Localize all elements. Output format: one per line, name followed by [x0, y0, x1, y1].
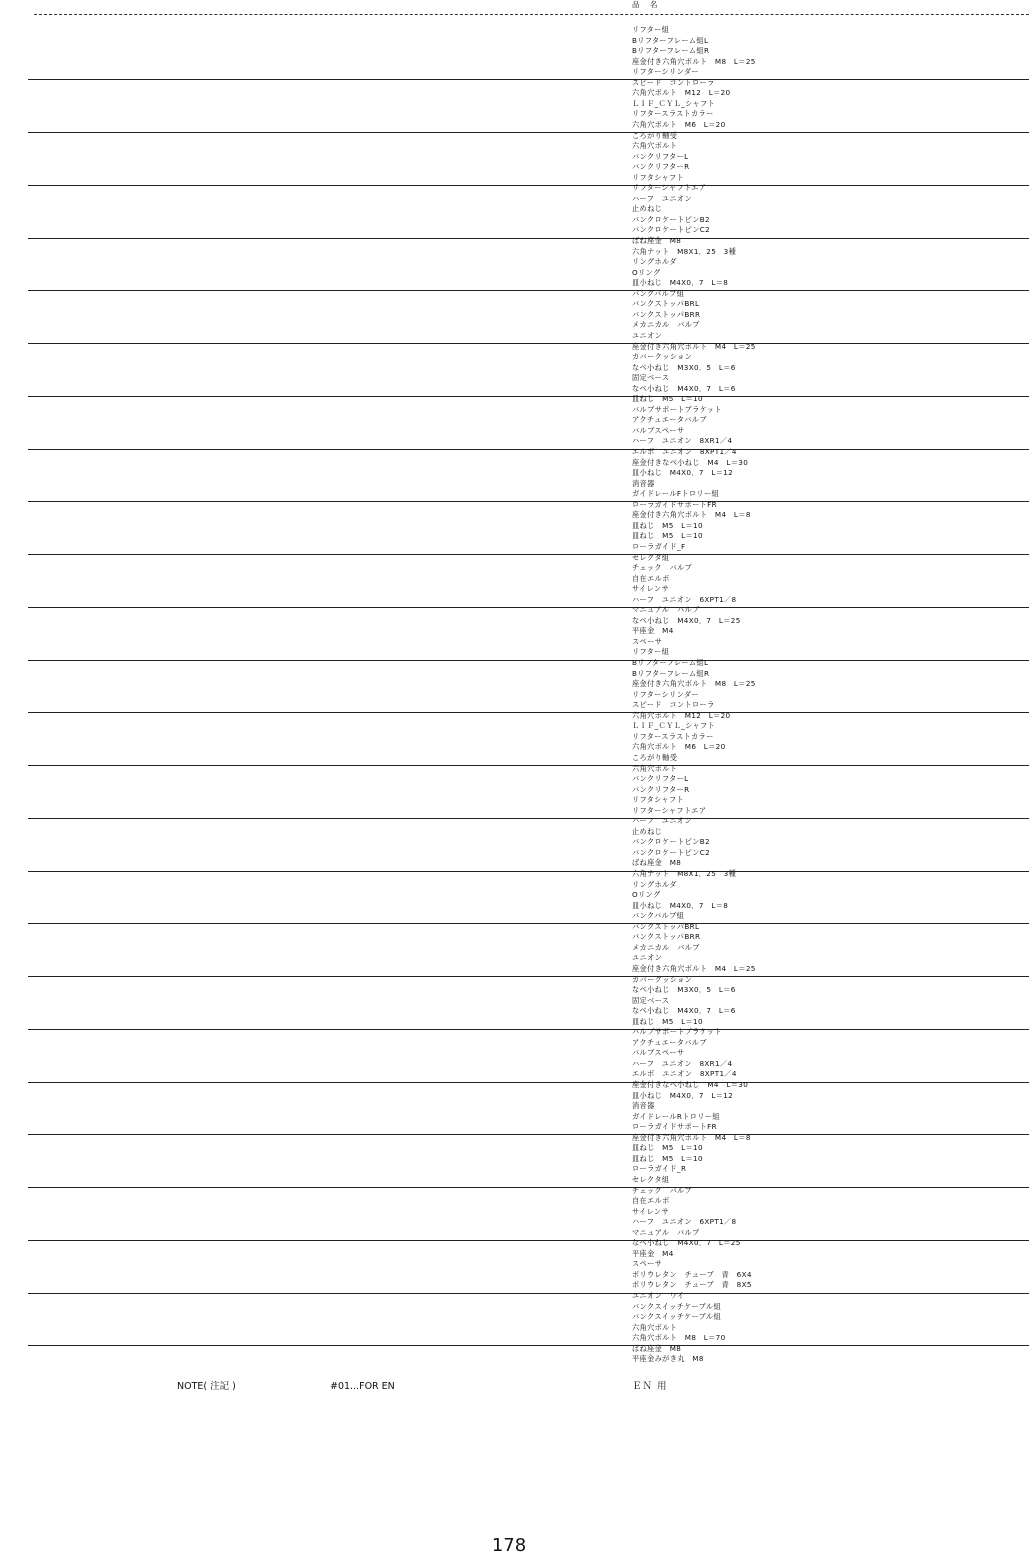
- part-name-item: マニュアル バルブ: [632, 1227, 700, 1237]
- part-name-item: 座金付き六角穴ボルト M4 L＝25: [632, 341, 756, 351]
- part-name-item: ガイドレールFトロリー組: [632, 489, 720, 499]
- row-separator: [28, 1029, 1029, 1030]
- part-name-item: 六角穴ボルト M12 L＝20: [632, 710, 731, 720]
- part-name-item: ポリウレタン チューブ 青 8X5: [632, 1280, 752, 1290]
- part-name-item: ハーフ ユニオン: [632, 193, 692, 203]
- part-name-item: Bリフターフレーム組L: [632, 35, 709, 45]
- note-label: NOTE( 注記 ): [177, 1381, 236, 1392]
- part-name-item: ユニオン: [632, 953, 663, 963]
- part-name-item: バンクバルブ組: [632, 911, 685, 921]
- part-name-item: ポリウレタン チューブ 青 6X4: [632, 1269, 752, 1279]
- part-name-item: スピード コントローラ: [632, 77, 715, 87]
- row-separator: [28, 607, 1029, 608]
- part-name-item: 六角ナット M8X1．25 3種: [632, 869, 737, 878]
- part-name-item: バンクバルブ組: [632, 288, 685, 298]
- part-name-item: 自在エルボ: [632, 573, 670, 583]
- part-name-item: 止めねじ: [632, 204, 663, 214]
- part-name-item: Bリフターフレーム組R: [632, 46, 710, 56]
- part-name-item: ローラガイドサポートFR: [632, 1122, 717, 1132]
- row-separator: [28, 871, 1029, 872]
- part-name-item: 消音器: [632, 478, 655, 488]
- part-name-item: ばね座金 M8: [632, 236, 682, 245]
- part-name-item: リフタシャフト: [632, 172, 685, 182]
- part-name-item: ユニオン: [632, 330, 663, 340]
- part-name-item: スペーサ: [632, 1259, 663, 1269]
- note-value: #01...FOR EN: [330, 1381, 395, 1392]
- part-name-item: ローラガイドサポートFR: [632, 499, 717, 509]
- part-name-item: 皿小ねじ M4X0．7 L＝8: [632, 278, 729, 288]
- part-name-item: サイレンサ: [632, 1206, 670, 1216]
- part-name-item: セレクタ組: [632, 1174, 670, 1184]
- row-separator: [28, 1134, 1029, 1135]
- part-name-item: Oリング: [632, 890, 661, 900]
- part-name-item: 座金付きなべ小ねじ M4 L＝30: [632, 1080, 749, 1089]
- part-name-item: 皿小ねじ M4X0．7 L＝12: [632, 468, 734, 478]
- part-name-item: 平座金 M4: [632, 1248, 674, 1258]
- part-name-item: なべ小ねじ M4X0．7 L＝6: [632, 1006, 736, 1016]
- part-name-item: 固定ベース: [632, 373, 670, 383]
- row-separator: [28, 238, 1029, 239]
- part-name-item: なべ小ねじ M4X0．7 L＝25: [632, 615, 741, 625]
- row-separator: [28, 132, 1029, 133]
- part-name-item: 平座金 M4: [632, 626, 674, 636]
- part-name-item: 平座金みがき丸 M8: [632, 1354, 704, 1364]
- part-name-item: Oリング: [632, 267, 661, 277]
- row-separator: [28, 1240, 1029, 1241]
- row-separator: [28, 1082, 1029, 1083]
- part-name-item: 皿小ねじ M4X0．7 L＝8: [632, 900, 729, 910]
- part-name-item: スピード コントローラ: [632, 700, 715, 710]
- row-separator: [28, 1345, 1029, 1346]
- part-name-item: なべ小ねじ M3X0．5 L＝6: [632, 362, 736, 372]
- part-name-item: バンクリフターR: [632, 784, 690, 794]
- part-name-item: バンクリフターL: [632, 774, 689, 784]
- part-name-item: ころがり軸受: [632, 130, 678, 140]
- part-name-item: 座金付き六角穴ボルト M4 L＝25: [632, 963, 756, 973]
- part-name-item: カバークッション: [632, 352, 693, 362]
- part-name-item: バンクスイッチケーブル組: [632, 1301, 722, 1311]
- row-separator: [28, 712, 1029, 713]
- row-separator: [28, 923, 1029, 924]
- part-name-item: ハーフ ユニオン 8XR1／4: [632, 436, 733, 446]
- part-name-item: バンクロケートピンB2: [632, 214, 710, 224]
- part-name-item: チェック バルブ: [632, 563, 693, 573]
- row-separator: [28, 501, 1029, 502]
- part-name-item: ガイドレールRトロリー組: [632, 1111, 720, 1121]
- part-name-item: Bリフターフレーム組R: [632, 668, 710, 678]
- part-name-item: 座金付き六角穴ボルト M4 L＝8: [632, 510, 751, 520]
- part-name-item: エルボ ユニオン 8XPT1／4: [632, 447, 737, 456]
- part-name-item: 六角穴ボルト: [632, 763, 678, 773]
- part-name-item: アクチュエータバルブ: [632, 1037, 707, 1047]
- row-separator: [28, 79, 1029, 80]
- part-name-item: マニュアル バルブ: [632, 605, 700, 615]
- part-name-item: Bリフターフレーム組L: [632, 658, 709, 667]
- part-name-item: 止めねじ: [632, 826, 663, 836]
- part-name-item: 六角穴ボルト M8 L＝70: [632, 1333, 726, 1343]
- row-separator: [28, 1187, 1029, 1188]
- part-name-item: リフターシャフトエア: [632, 805, 707, 815]
- part-name-item: 座金付き六角穴ボルト M4 L＝8: [632, 1132, 751, 1142]
- part-name-item: カバークッション: [632, 974, 693, 984]
- part-name-item: バンクストッパBRR: [632, 309, 701, 319]
- part-name-item: なべ小ねじ M4X0．7 L＝25: [632, 1238, 741, 1248]
- part-name-item: なべ小ねじ M3X0．5 L＝6: [632, 985, 736, 995]
- part-name-item: 座金付き六角穴ボルト M8 L＝25: [632, 56, 756, 66]
- part-name-item: バンクストッパBRR: [632, 932, 701, 942]
- part-name-item: アクチュエータバルブ: [632, 415, 707, 425]
- part-name-item: 皿ねじ M5 L＝10: [632, 394, 703, 404]
- part-name-item: 自在エルボ: [632, 1196, 670, 1206]
- part-name-item: ハーフ ユニオン: [632, 816, 692, 826]
- part-name-item: リフター組: [632, 647, 670, 657]
- part-name-item: リフタースラストカラー: [632, 731, 714, 741]
- part-name-item: 六角穴ボルト: [632, 1322, 678, 1332]
- part-name-item: メカニカル バルブ: [632, 942, 700, 952]
- row-separator: [28, 554, 1029, 555]
- row-separator: [28, 343, 1029, 344]
- part-name-item: なべ小ねじ M4X0．7 L＝6: [632, 383, 736, 393]
- part-name-item: 皿ねじ M5 L＝10: [632, 1153, 703, 1163]
- part-name-item: ばね座金 M8: [632, 858, 682, 868]
- part-name-item: ころがり軸受: [632, 752, 678, 762]
- row-separator: [28, 765, 1029, 766]
- part-name-item: ユニオン ワイ: [632, 1291, 685, 1300]
- part-name-item: スペーサ: [632, 636, 663, 646]
- part-name-item: リフター組: [632, 25, 670, 34]
- part-name-item: ＬＩＦ_ＣＹＬ_シャフト: [632, 98, 716, 108]
- row-separator: [28, 396, 1029, 397]
- part-name-item: バルブサポートブラケット: [632, 1027, 722, 1037]
- row-separator: [28, 185, 1029, 186]
- part-name-item: ＬＩＦ_ＣＹＬ_シャフト: [632, 721, 716, 731]
- part-name-item: セレクタ組: [632, 552, 670, 562]
- part-name-item: ハーフ ユニオン 8XR1／4: [632, 1058, 733, 1068]
- part-name-item: ハーフ ユニオン 6XPT1／8: [632, 594, 737, 604]
- column-header-part-name: 品 名: [632, 0, 662, 9]
- row-separator: [28, 818, 1029, 819]
- part-name-item: バンクストッパBRL: [632, 921, 700, 931]
- part-name-item: バンクリフターL: [632, 151, 689, 161]
- part-name-item: 六角穴ボルト M6 L＝20: [632, 742, 726, 752]
- part-name-item: 座金付き六角穴ボルト M8 L＝25: [632, 679, 756, 689]
- part-name-item: リフターシリンダー: [632, 689, 699, 699]
- part-name-item: 座金付きなべ小ねじ M4 L＝30: [632, 457, 749, 467]
- part-name-item: 六角穴ボルト: [632, 141, 678, 151]
- part-name-item: ローラガイド_R: [632, 1164, 687, 1174]
- part-name-item: ローラガイド_F: [632, 541, 686, 551]
- part-name-item: 皿ねじ M5 L＝10: [632, 1016, 703, 1026]
- part-name-item: リフタースラストカラー: [632, 109, 714, 119]
- part-name-item: バルブサポートブラケット: [632, 404, 722, 414]
- part-name-item: 固定ベース: [632, 995, 670, 1005]
- part-name-item: リフターシリンダー: [632, 67, 699, 77]
- part-name-item: 六角穴ボルト M12 L＝20: [632, 88, 731, 98]
- part-name-item: メカニカル バルブ: [632, 320, 700, 330]
- part-name-item: 六角穴ボルト M6 L＝20: [632, 119, 726, 129]
- part-name-item: 皿ねじ M5 L＝10: [632, 531, 703, 541]
- part-name-item: バンクロケートピンB2: [632, 837, 710, 847]
- part-name-item: 皿ねじ M5 L＝10: [632, 1143, 703, 1153]
- part-name-item: 消音器: [632, 1101, 655, 1111]
- note-en-use: ＥＮ 用: [632, 1381, 668, 1392]
- page-number: 178: [491, 1535, 527, 1556]
- part-name-item: エルボ ユニオン 8XPT1／4: [632, 1069, 737, 1079]
- row-separator: [28, 449, 1029, 450]
- part-name-item: バルブスペーサ: [632, 1048, 685, 1058]
- part-name-item: 皿ねじ M5 L＝10: [632, 520, 703, 530]
- part-name-item: バンクロケートピンC2: [632, 225, 710, 235]
- part-name-item: バンクストッパBRL: [632, 299, 700, 309]
- part-name-item: 六角ナット M8X1．25 3種: [632, 246, 737, 256]
- row-separator: [28, 1293, 1029, 1294]
- part-name-item: バルブスペーサ: [632, 425, 685, 435]
- part-name-item: リングホルダ: [632, 879, 677, 889]
- part-name-item: ハーフ ユニオン 6XPT1／8: [632, 1217, 737, 1227]
- part-name-item: リフターシャフトエア: [632, 183, 707, 193]
- part-name-item: バンクスイッチケーブル組: [632, 1312, 722, 1322]
- part-name-item: 皿小ねじ M4X0．7 L＝12: [632, 1090, 734, 1100]
- row-separator: [28, 976, 1029, 977]
- part-name-item: リフタシャフト: [632, 795, 685, 805]
- part-name-item: サイレンサ: [632, 584, 670, 594]
- part-name-item: ばね座金 M8: [632, 1343, 682, 1353]
- row-separator: [28, 290, 1029, 291]
- part-name-item: チェック バルブ: [632, 1185, 693, 1195]
- part-name-item: リングホルダ: [632, 257, 677, 267]
- row-separator: [28, 660, 1029, 661]
- part-name-item: バンクロケートピンC2: [632, 847, 710, 857]
- part-name-item: バンクリフターR: [632, 162, 690, 172]
